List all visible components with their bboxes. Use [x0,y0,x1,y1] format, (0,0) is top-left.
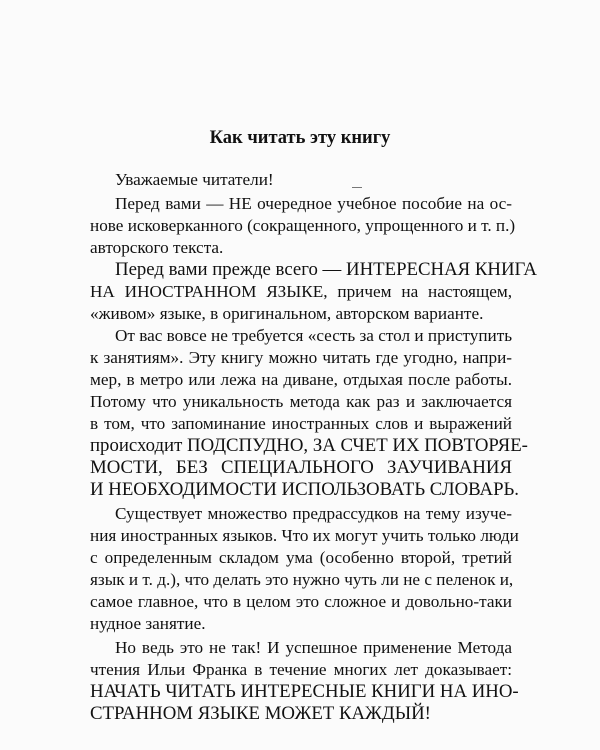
text-line: нудное занятие. [90,614,206,633]
text-line: мер, в метро или лежа на диване, отдыхая после работы. [90,370,512,389]
text-line: в том, что запоминание иностранных слов и выражений [90,414,512,433]
text-line: авторского текста. [90,238,224,257]
text-line: НА ИНОСТРАННОМ ЯЗЫКЕ, причем на настоящем, [90,282,512,301]
text-line: СТРАННОМ ЯЗЫКЕ МОЖЕТ КАЖДЫЙ! [90,703,431,724]
text-line: НАЧАТЬ ЧИТАТЬ ИНТЕРЕСНЫЕ КНИГИ НА ИНО- [90,681,519,702]
text-line: к занятиям». Эту книгу можно читать где угодно, напри- [90,348,512,367]
text-line: самое главное, что в целом это сложное и довольно-таки [90,592,512,611]
text-line: с определенным складом ума (особенно второй, третий [90,548,512,567]
text-line: Потому что уникальность метода как раз и заключается [90,392,512,411]
text-line: «живом» языке, в оригинальном, авторском варианте. [90,304,484,323]
text-line: Но ведь это не так! И успешное применение Метода [115,638,512,657]
text-line: От вас вовсе не требуется «сесть за стол и приступить [115,326,513,345]
text-line: язык и т. д.), что делать это нужно чуть ли не с пеленок и, [90,570,514,589]
page-title: Как читать эту книгу [209,128,391,148]
text-line: Уважаемые читатели! [115,170,274,189]
text-line: Перед вами прежде всего — ИНТЕРЕСНАЯ КНИГА [115,259,537,280]
text-line: МОСТИ, БЕЗ СПЕЦИАЛЬНОГО ЗАУЧИВАНИЯ [90,457,512,478]
text-line: происходит ПОДСПУДНО, ЗА СЧЕТ ИХ ПОВТОРЯЕ- [90,435,528,456]
text-line: Перед вами — НЕ очередное учебное пособие на ос- [115,194,512,213]
text-line: И НЕОБХОДИМОСТИ ИСПОЛЬЗОВАТЬ СЛОВАРЬ. [90,479,519,500]
text-line: ния иностранных языков. Что их могут учить только люди [90,526,519,545]
scan-mark [352,187,362,188]
text-line: чтения Ильи Франка в течение многих лет доказывает: [90,660,512,679]
text-line: Существует множество предрассудков на тему изуче- [115,504,512,523]
text-line: нове исковерканного (сокращенного, упрощенного и т. п.) [90,216,516,235]
